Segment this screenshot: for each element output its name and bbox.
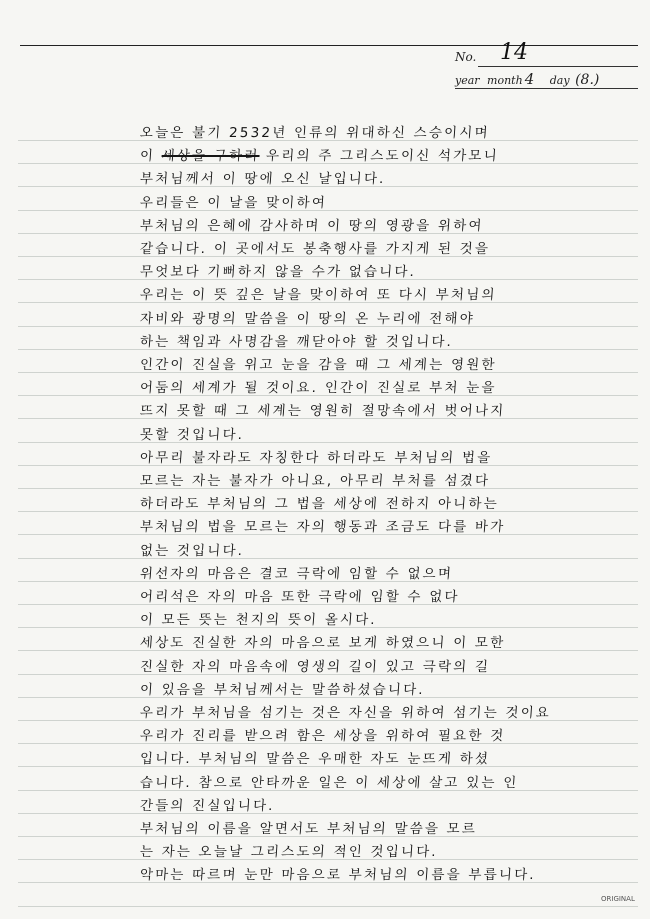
handwritten-line: [139, 330, 640, 350]
number-underline: [478, 66, 638, 67]
handwritten-line: [139, 260, 640, 280]
handwritten-line: [139, 678, 640, 698]
line-text: 하더라도 부처님의 그 법을 세상에 전하지 아니하는: [139, 496, 500, 513]
day-value: (8.): [575, 72, 600, 88]
handwritten-line: [139, 794, 640, 814]
line-text: 악마는 따르며 눈만 마음으로 부처님의 이름을 부릅니다.: [139, 867, 537, 884]
year-label: year: [455, 74, 480, 87]
line-text: 진실한 자의 마음속에 영생의 길이 있고 극락의 길: [139, 658, 491, 675]
handwritten-line: [139, 585, 640, 605]
handwritten-line: [139, 515, 640, 535]
line-text: 하는 책임과 사명감을 깨닫아야 할 것입니다.: [139, 333, 454, 350]
handwritten-line: [139, 840, 640, 860]
line-text: 이 있음을 부처님께서는 말씀하셨습니다.: [139, 681, 426, 698]
line-text: 우리가 부처님을 섬기는 것은 자신을 위하여 섬기는 것이요: [139, 705, 552, 721]
handwritten-line: [139, 724, 640, 744]
handwritten-line: [139, 469, 640, 489]
handwritten-line: [139, 121, 640, 141]
handwritten-line: [139, 237, 640, 257]
line-text: 우리들은 이 날을 맞이하여: [139, 194, 328, 211]
handwritten-line: [139, 191, 640, 211]
handwritten-line: [139, 655, 640, 675]
line-text: 어리석은 자의 마음 또한 극락에 임할 수 없다: [139, 589, 461, 605]
line-text: 입니다. 부처님의 말씀은 우매한 자도 눈뜨게 하셨: [139, 751, 491, 768]
handwritten-line: [139, 214, 640, 234]
day-label: day: [549, 74, 570, 87]
line-text: 아무리 불자라도 자칭한다 하더라도 부처님의 법을: [139, 449, 493, 466]
line-text: 부처님의 법을 모르는 자의 행동과 조금도 다를 바가: [139, 519, 506, 536]
handwritten-line: [139, 817, 640, 837]
line-text: 못할 것입니다.: [139, 426, 245, 443]
handwritten-line: [139, 144, 640, 164]
handwritten-line: [139, 747, 640, 767]
handwritten-line: [139, 608, 640, 628]
line-text: 는 자는 오늘날 그리스도의 적인 것입니다.: [139, 844, 439, 861]
month-value: 4: [524, 70, 535, 88]
top-rule: [20, 45, 638, 46]
handwritten-line: [139, 376, 640, 396]
handwritten-line: [139, 492, 640, 512]
handwritten-line: [139, 701, 640, 721]
line-text: 세상도 진실한 자의 마음으로 보게 하였으니 이 모한: [139, 635, 506, 652]
number-value: 14: [500, 40, 528, 65]
handwritten-line: [139, 353, 640, 373]
date-row: [455, 70, 601, 88]
line-text: 무엇보다 기뻐하지 않을 수가 없습니다.: [139, 264, 417, 281]
handwritten-line: [139, 863, 640, 883]
line-text: 자비와 광명의 말씀을 이 땅의 온 누리에 전해야: [139, 310, 476, 327]
line-text: 이: [139, 148, 163, 165]
month-label: month: [487, 74, 523, 87]
line-text: 이 모든 뜻는 천지의 뜻이 올시다.: [139, 612, 378, 629]
line-text: 오늘은 불기 2532년 인류의 위대하신 스승이시며: [139, 125, 491, 141]
line-text: 같습니다. 이 곳에서도 봉축행사를 가지게 된 것을: [139, 241, 491, 257]
line-text-continued: 우리의 주 그리스도이신 석가모니: [258, 148, 500, 165]
line-text: 우리가 진리를 받으려 함은 세상을 위하여 필요한 것: [139, 728, 506, 745]
number-label: No.: [455, 50, 477, 64]
line-text: 습니다. 참으로 안타까운 일은 이 세상에 살고 있는 인: [139, 774, 519, 791]
handwritten-line: [139, 631, 640, 651]
line-text: 뜨지 못할 때 그 세계는 영원히 절망속에서 벗어나지: [139, 403, 506, 420]
line-text: 부처님께서 이 땅에 오신 날입니다.: [139, 171, 387, 188]
line-text: 부처님의 이름을 알면서도 부처님의 말씀을 모르: [139, 821, 478, 837]
handwritten-line: [139, 423, 640, 443]
line-text: 부처님의 은혜에 감사하며 이 땅의 영광을 위하여: [139, 217, 485, 234]
handwritten-line: [139, 399, 640, 419]
handwritten-line: [139, 283, 640, 303]
line-text: 어둠의 세계가 될 것이요. 인간이 진실로 부처 눈을: [139, 380, 498, 397]
handwritten-line: [139, 539, 640, 559]
ruled-line: [18, 906, 638, 907]
handwritten-line: [139, 446, 640, 466]
handwritten-line: [139, 167, 640, 187]
line-text: 모르는 자는 불자가 아니요, 아무리 부처를 섬겼다: [139, 473, 491, 489]
line-text: 인간이 진실을 위고 눈을 감을 때 그 세계는 영원한: [139, 357, 498, 373]
corner-stamp: ORIGINAL: [601, 895, 635, 903]
line-text: 위선자의 마음은 결코 극락에 임할 수 없으며: [139, 565, 454, 582]
struck-text: 세상을 구하러: [161, 148, 261, 165]
handwritten-line: [139, 307, 640, 327]
handwritten-line: [139, 562, 640, 582]
date-underline: [455, 88, 638, 89]
line-text: 간들의 진실입니다.: [139, 797, 276, 814]
line-text: 없는 것입니다.: [139, 542, 245, 559]
handwritten-line: [139, 771, 640, 791]
line-text: 우리는 이 뜻 깊은 날을 맞이하여 또 다시 부처님의: [139, 287, 498, 304]
